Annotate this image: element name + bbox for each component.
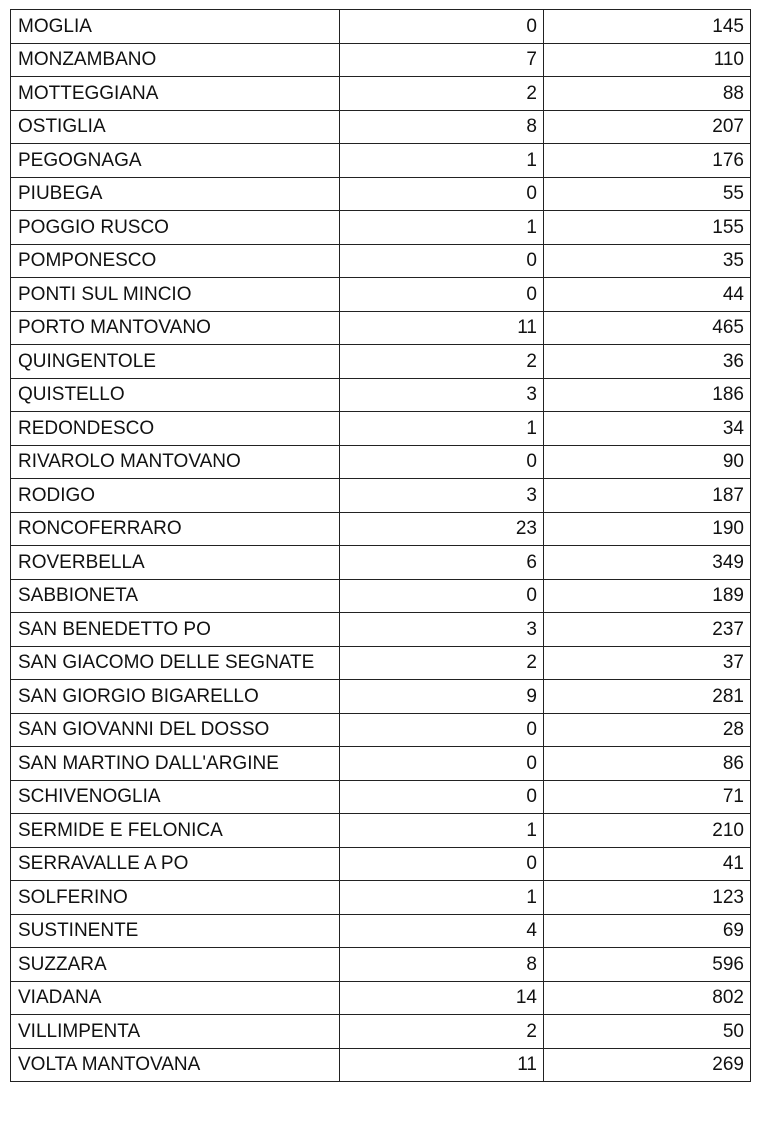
table-row <box>11 713 751 747</box>
municipality-name-cell: RODIGO <box>11 479 340 513</box>
municipality-name-cell: POMPONESCO <box>11 244 340 278</box>
second-count-cell: 176 <box>544 144 751 178</box>
second-count-cell: 55 <box>544 177 751 211</box>
second-count-cell: 35 <box>544 244 751 278</box>
second-count-cell: 88 <box>544 77 751 111</box>
second-count-cell: 34 <box>544 412 751 446</box>
municipality-table <box>10 9 751 1082</box>
table-row <box>11 680 751 714</box>
second-count-cell: 802 <box>544 981 751 1015</box>
first-count-cell: 0 <box>340 278 544 312</box>
second-count-cell: 465 <box>544 311 751 345</box>
first-count-cell: 11 <box>340 311 544 345</box>
municipality-name-cell: ROVERBELLA <box>11 546 340 580</box>
table-row <box>11 43 751 77</box>
municipality-name-cell: QUISTELLO <box>11 378 340 412</box>
table-row <box>11 378 751 412</box>
municipality-name-cell: MOTTEGGIANA <box>11 77 340 111</box>
municipality-name-cell: SERMIDE E FELONICA <box>11 814 340 848</box>
first-count-cell: 0 <box>340 244 544 278</box>
first-count-cell: 1 <box>340 144 544 178</box>
second-count-cell: 50 <box>544 1015 751 1049</box>
second-count-cell: 237 <box>544 613 751 647</box>
municipality-name-cell: SAN GIACOMO DELLE SEGNATE <box>11 646 340 680</box>
second-count-cell: 41 <box>544 847 751 881</box>
first-count-cell: 0 <box>340 713 544 747</box>
first-count-cell: 8 <box>340 948 544 982</box>
table-row <box>11 914 751 948</box>
table-body <box>11 10 751 1082</box>
municipality-name-cell: QUINGENTOLE <box>11 345 340 379</box>
table-row <box>11 244 751 278</box>
table-row <box>11 948 751 982</box>
table-row <box>11 847 751 881</box>
municipality-name-cell: VOLTA MANTOVANA <box>11 1048 340 1082</box>
table-row <box>11 177 751 211</box>
table-row <box>11 780 751 814</box>
first-count-cell: 1 <box>340 814 544 848</box>
table-row <box>11 77 751 111</box>
municipality-name-cell: SAN GIOVANNI DEL DOSSO <box>11 713 340 747</box>
second-count-cell: 123 <box>544 881 751 915</box>
first-count-cell: 0 <box>340 177 544 211</box>
second-count-cell: 110 <box>544 43 751 77</box>
municipality-name-cell: PORTO MANTOVANO <box>11 311 340 345</box>
first-count-cell: 0 <box>340 747 544 781</box>
first-count-cell: 0 <box>340 579 544 613</box>
first-count-cell: 2 <box>340 646 544 680</box>
table-row <box>11 814 751 848</box>
first-count-cell: 3 <box>340 613 544 647</box>
table-row <box>11 311 751 345</box>
table-row <box>11 110 751 144</box>
second-count-cell: 207 <box>544 110 751 144</box>
second-count-cell: 44 <box>544 278 751 312</box>
table-row <box>11 546 751 580</box>
second-count-cell: 71 <box>544 780 751 814</box>
second-count-cell: 186 <box>544 378 751 412</box>
first-count-cell: 4 <box>340 914 544 948</box>
first-count-cell: 2 <box>340 77 544 111</box>
second-count-cell: 145 <box>544 10 751 44</box>
municipality-table-container <box>10 9 750 1082</box>
second-count-cell: 37 <box>544 646 751 680</box>
table-row <box>11 881 751 915</box>
table-row <box>11 1015 751 1049</box>
table-row <box>11 512 751 546</box>
first-count-cell: 0 <box>340 10 544 44</box>
first-count-cell: 1 <box>340 412 544 446</box>
table-row <box>11 747 751 781</box>
table-row <box>11 278 751 312</box>
municipality-name-cell: POGGIO RUSCO <box>11 211 340 245</box>
municipality-name-cell: MOGLIA <box>11 10 340 44</box>
municipality-name-cell: SOLFERINO <box>11 881 340 915</box>
municipality-name-cell: RIVAROLO MANTOVANO <box>11 445 340 479</box>
municipality-name-cell: SAN GIORGIO BIGARELLO <box>11 680 340 714</box>
municipality-name-cell: PIUBEGA <box>11 177 340 211</box>
first-count-cell: 11 <box>340 1048 544 1082</box>
second-count-cell: 28 <box>544 713 751 747</box>
second-count-cell: 155 <box>544 211 751 245</box>
first-count-cell: 9 <box>340 680 544 714</box>
table-row <box>11 211 751 245</box>
second-count-cell: 86 <box>544 747 751 781</box>
first-count-cell: 6 <box>340 546 544 580</box>
municipality-name-cell: OSTIGLIA <box>11 110 340 144</box>
table-row <box>11 613 751 647</box>
second-count-cell: 69 <box>544 914 751 948</box>
municipality-name-cell: PONTI SUL MINCIO <box>11 278 340 312</box>
first-count-cell: 2 <box>340 345 544 379</box>
first-count-cell: 23 <box>340 512 544 546</box>
table-row <box>11 10 751 44</box>
municipality-name-cell: SAN MARTINO DALL'ARGINE <box>11 747 340 781</box>
table-row <box>11 144 751 178</box>
table-row <box>11 345 751 379</box>
second-count-cell: 90 <box>544 445 751 479</box>
municipality-name-cell: VILLIMPENTA <box>11 1015 340 1049</box>
first-count-cell: 1 <box>340 881 544 915</box>
municipality-name-cell: PEGOGNAGA <box>11 144 340 178</box>
municipality-name-cell: SCHIVENOGLIA <box>11 780 340 814</box>
first-count-cell: 8 <box>340 110 544 144</box>
second-count-cell: 269 <box>544 1048 751 1082</box>
table-row <box>11 445 751 479</box>
table-row <box>11 412 751 446</box>
first-count-cell: 0 <box>340 780 544 814</box>
second-count-cell: 36 <box>544 345 751 379</box>
first-count-cell: 0 <box>340 445 544 479</box>
municipality-name-cell: SABBIONETA <box>11 579 340 613</box>
second-count-cell: 210 <box>544 814 751 848</box>
municipality-name-cell: SUSTINENTE <box>11 914 340 948</box>
second-count-cell: 189 <box>544 579 751 613</box>
municipality-name-cell: RONCOFERRARO <box>11 512 340 546</box>
municipality-name-cell: REDONDESCO <box>11 412 340 446</box>
first-count-cell: 0 <box>340 847 544 881</box>
municipality-name-cell: SERRAVALLE A PO <box>11 847 340 881</box>
table-row <box>11 646 751 680</box>
first-count-cell: 7 <box>340 43 544 77</box>
first-count-cell: 14 <box>340 981 544 1015</box>
municipality-name-cell: SAN BENEDETTO PO <box>11 613 340 647</box>
municipality-name-cell: MONZAMBANO <box>11 43 340 77</box>
table-row <box>11 579 751 613</box>
table-row <box>11 479 751 513</box>
first-count-cell: 1 <box>340 211 544 245</box>
first-count-cell: 3 <box>340 479 544 513</box>
municipality-name-cell: VIADANA <box>11 981 340 1015</box>
second-count-cell: 281 <box>544 680 751 714</box>
first-count-cell: 2 <box>340 1015 544 1049</box>
municipality-name-cell: SUZZARA <box>11 948 340 982</box>
second-count-cell: 349 <box>544 546 751 580</box>
table-row <box>11 981 751 1015</box>
second-count-cell: 187 <box>544 479 751 513</box>
second-count-cell: 596 <box>544 948 751 982</box>
second-count-cell: 190 <box>544 512 751 546</box>
first-count-cell: 3 <box>340 378 544 412</box>
table-row <box>11 1048 751 1082</box>
